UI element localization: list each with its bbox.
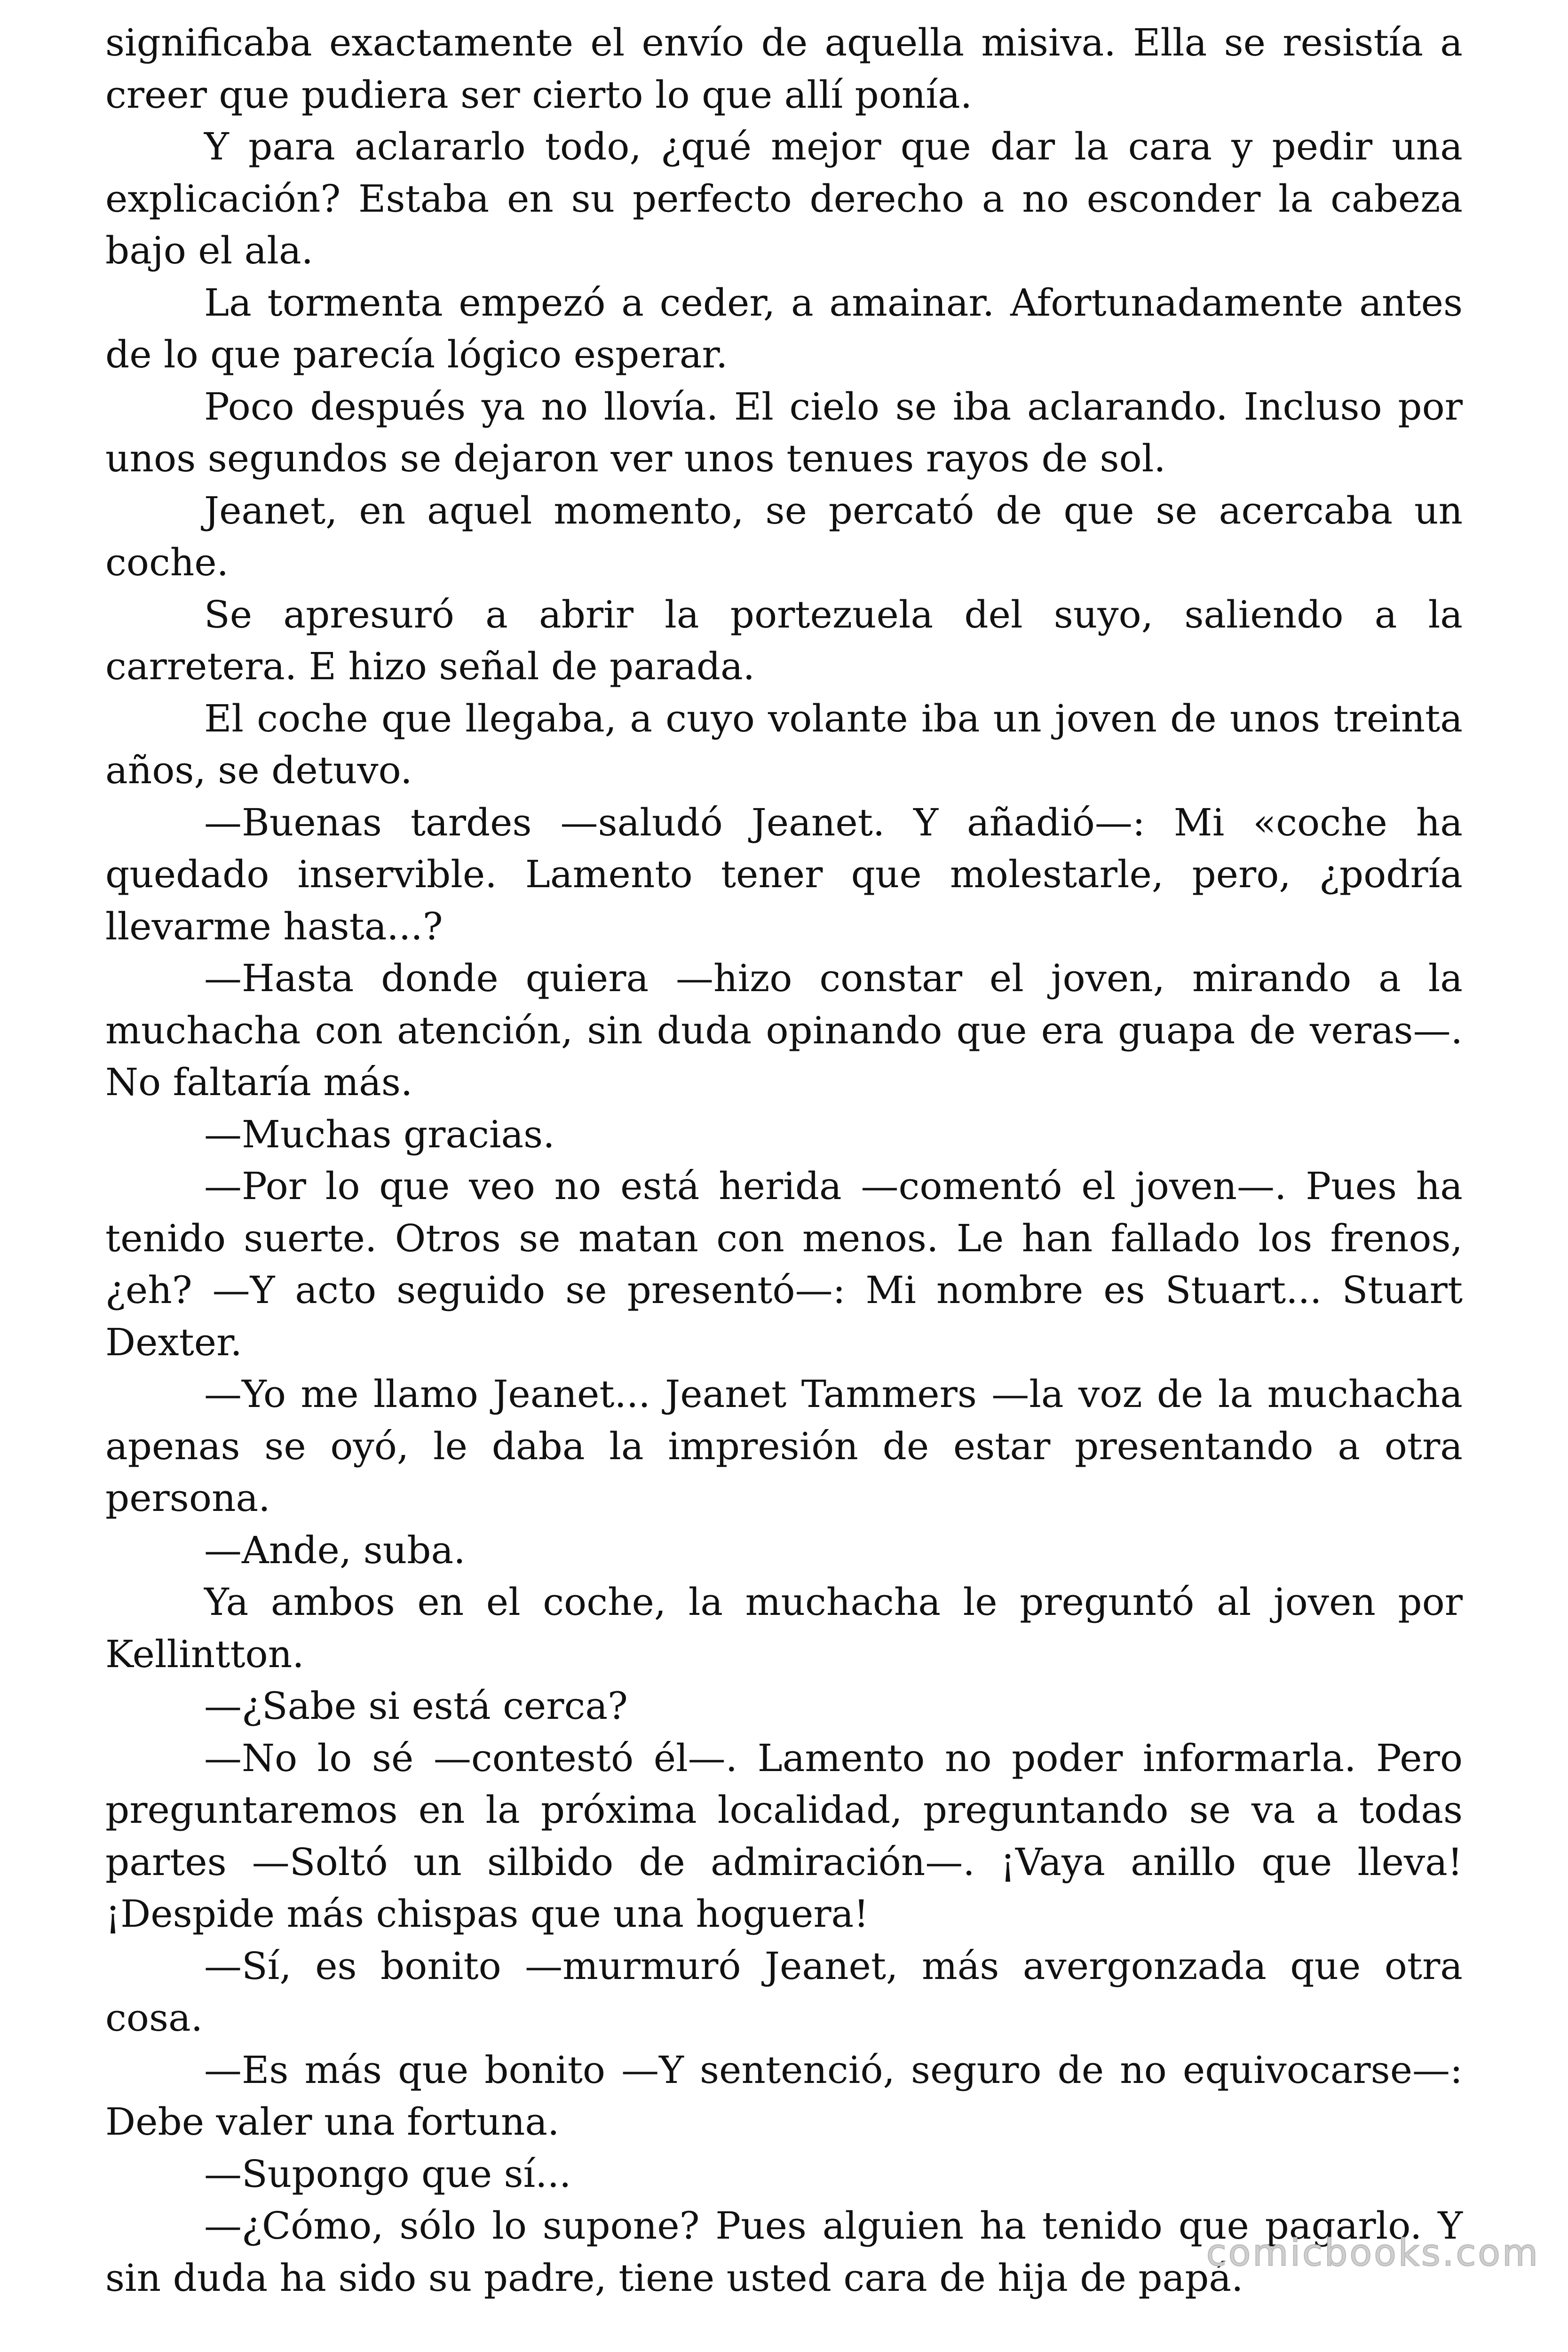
paragraph-15: —¿Sabe si está cerca?: [204, 1684, 628, 1728]
paragraph-13: —Ande, suba.: [204, 1528, 466, 1572]
paragraph-20: —¿Cómo, sólo lo supone? Pues alguien ha tenido que pagarlo. Y sin duda ha sido su padre, tiene usted cara de hija de papá.: [105, 2204, 1463, 2300]
watermark: comicbooks.com: [1206, 2232, 1540, 2274]
paragraph-10: —Muchas gracias.: [204, 1112, 555, 1156]
paragraph-17: —Sí, es bonito —murmuró Jeanet, más avergonzada que otra cosa.: [105, 1944, 1463, 2040]
paragraph-5: Jeanet, en aquel momento, se percató de que se acercaba un coche.: [105, 488, 1463, 584]
paragraph-11: —Por lo que veo no está herida —comentó el joven—. Pues ha tenido suerte. Otros se matan con menos. Le han fallado los frenos, ¿eh? —Y acto seguido se presentó—: Mi nombre es Stuart... Stuart Dexter.: [105, 1164, 1463, 1364]
paragraph-7: El coche que llegaba, a cuyo volante iba un joven de unos treinta años, se detuvo.: [105, 696, 1463, 792]
paragraph-2: Y para aclararlo todo, ¿qué mejor que dar la cara y pedir una explicación? Estaba en su perfecto derecho a no esconder la cabeza bajo el ala.: [105, 125, 1463, 272]
paragraph-9: —Hasta donde quiera —hizo constar el joven, mirando a la muchacha con atención, sin duda opinando que era guapa de veras—. No faltaría más.: [105, 956, 1463, 1104]
paragraph-1: significaba exactamente el envío de aquella misiva. Ella se resistía a creer que pudiera ser cierto lo que allí ponía.: [105, 21, 1463, 117]
paragraph-16: —No lo sé —contestó él—. Lamento no poder informarla. Pero preguntaremos en la próxima localidad, preguntando se va a todas partes —Soltó un silbido de admiración—. ¡Vaya anillo que lleva! ¡Despide más chispas que una hoguera!: [105, 1736, 1463, 1936]
paragraph-12: —Yo me llamo Jeanet... Jeanet Tammers —la voz de la muchacha apenas se oyó, le daba la impresión de estar presentando a otra persona.: [105, 1372, 1463, 1520]
paragraph-6: Se apresuró a abrir la portezuela del suyo, saliendo a la carretera. E hizo señal de parada.: [105, 592, 1463, 688]
paragraph-8: —Buenas tardes —saludó Jeanet. Y añadió—: Mi «coche ha quedado inservible. Lamento tener que molestarle, pero, ¿podría llevarme hasta...?: [105, 800, 1463, 948]
paragraph-3: La tormenta empezó a ceder, a amainar. Afortunadamente antes de lo que parecía lógico esperar.: [105, 280, 1463, 376]
paragraph-18: —Es más que bonito —Y sentenció, seguro de no equivocarse—: Debe valer una fortuna.: [105, 2048, 1463, 2144]
book-page: [105, 17, 1463, 2331]
paragraph-4: Poco después ya no llovía. El cielo se iba aclarando. Incluso por unos segundos se dejaron ver unos tenues rayos de sol.: [105, 384, 1463, 480]
paragraph-19: —Supongo que sí...: [204, 2152, 571, 2196]
paragraph-14: Ya ambos en el coche, la muchacha le preguntó al joven por Kellintton.: [105, 1580, 1463, 1676]
